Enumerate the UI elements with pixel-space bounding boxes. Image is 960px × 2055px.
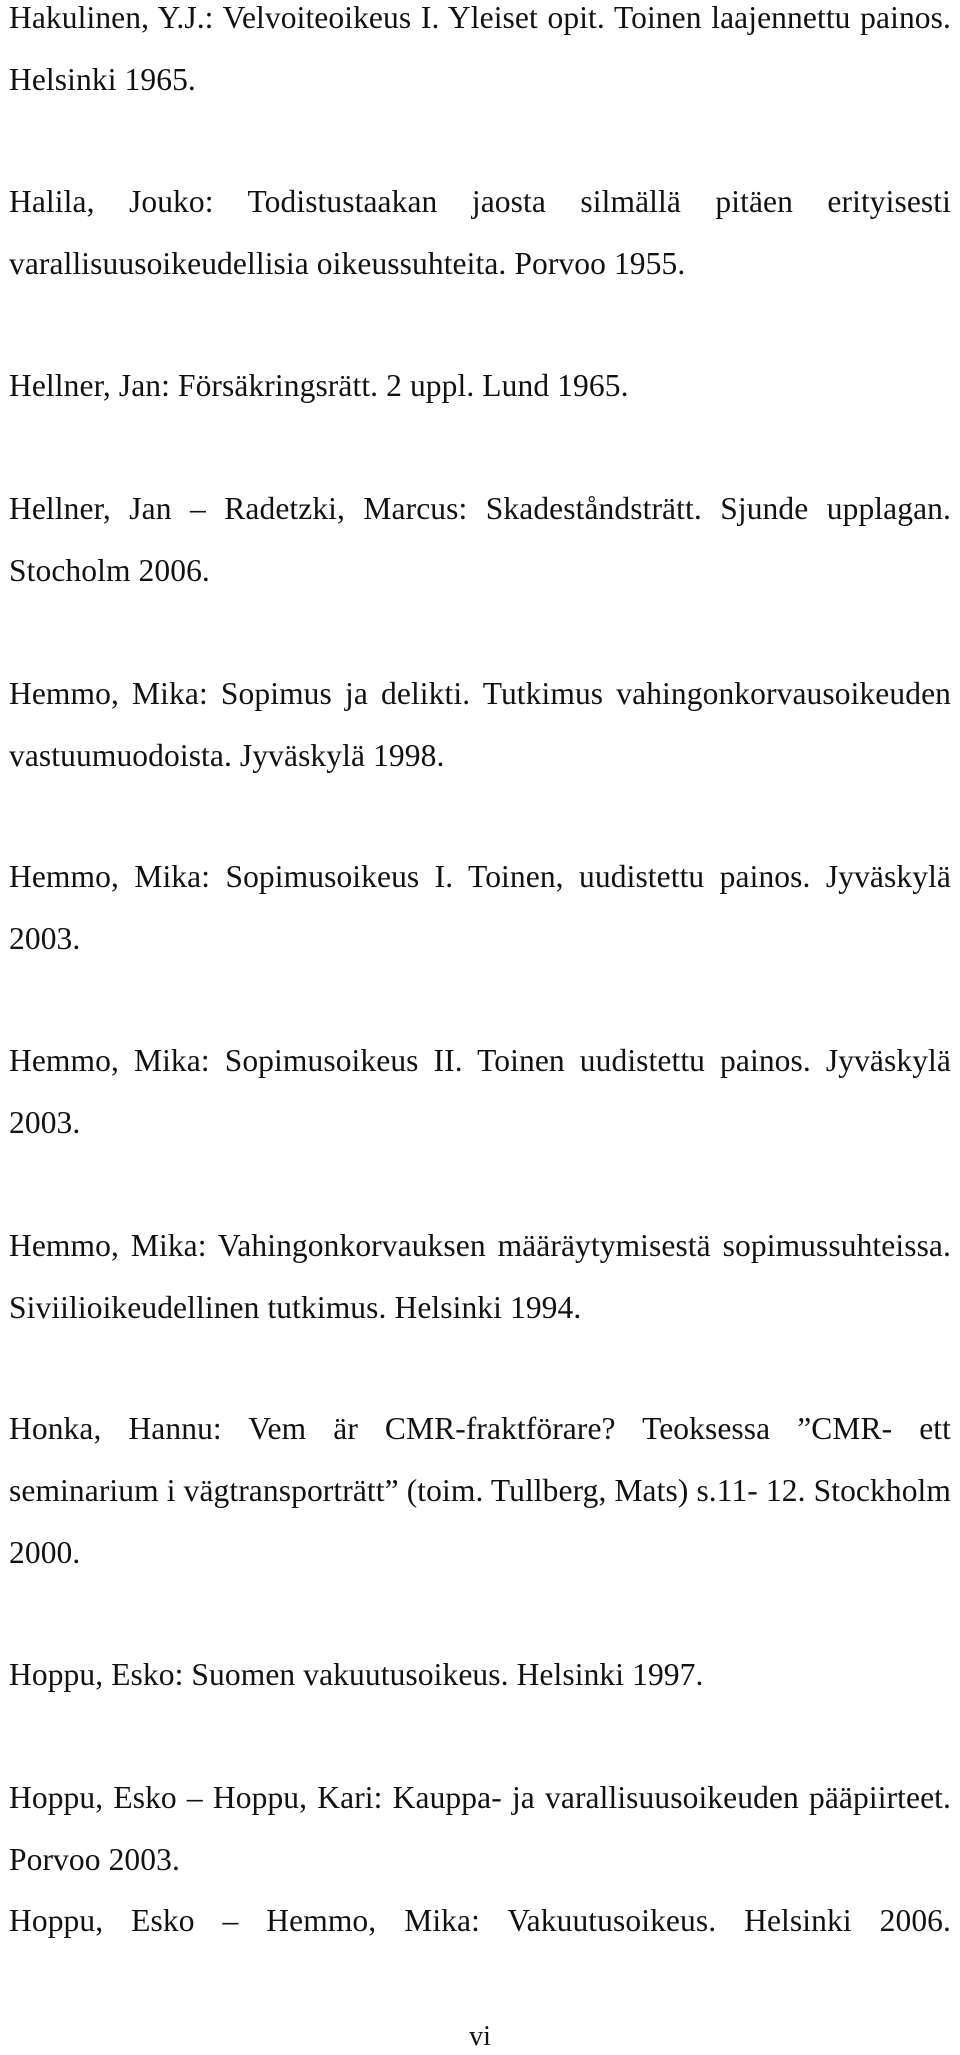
bibliography-entry-hemmo-vahingonkorvauksen: Hemmo, Mika: Vahingonkorvauksen määräytymisestä sopimussuhteissa. Siviilioikeudellinen tutkimus. Helsinki 1994. (9, 1228, 951, 1325)
bibliography-entry-honka-cmr: Honka, Hannu: Vem är CMR-fraktförare? Teoksessa ”CMR- ett seminarium i vägtransporträtt” (toim. Tullberg, Mats) s.11- 12. Stockholm 2000. (9, 1411, 951, 1570)
bibliography-entry-halila-todistustaakan: Halila, Jouko: Todistustaakan jaosta silmällä pitäen erityisesti varallisuusoikeudellisia oikeussuhteita. Porvoo 1955. (9, 184, 951, 281)
bibliography-entry-hakulinen-velvoiteoikeus: Hakulinen, Y.J.: Velvoiteoikeus I. Yleiset opit. Toinen laajennettu painos. Helsinki 1965. (9, 0, 951, 97)
bibliography-entry-hoppu-hoppu-kauppa: Hoppu, Esko – Hoppu, Kari: Kauppa- ja varallisuusoikeuden pääpiirteet. Porvoo 2003. (9, 1780, 951, 1877)
bibliography-entry-hellner-forsakringsratt: Hellner, Jan: Försäkringsrätt. 2 uppl. Lund 1965. (9, 368, 629, 403)
bibliography-entry-hemmo-sopimusoikeus-ii: Hemmo, Mika: Sopimusoikeus II. Toinen uudistettu painos. Jyväskylä 2003. (9, 1043, 951, 1140)
bibliography-entry-hoppu-hemmo-vakuutusoikeus: Hoppu, Esko – Hemmo, Mika: Vakuutusoikeus. Helsinki 2006. (9, 1903, 951, 1938)
bibliography-entry-hoppu-suomen-vakuutusoikeus: Hoppu, Esko: Suomen vakuutusoikeus. Helsinki 1997. (9, 1657, 704, 1692)
bibliography-entry-hellner-radetzki: Hellner, Jan – Radetzki, Marcus: Skadeståndsträtt. Sjunde upplagan. Stocholm 2006. (9, 491, 951, 588)
bibliography-entry-hemmo-sopimusoikeus-i: Hemmo, Mika: Sopimusoikeus I. Toinen, uudistettu painos. Jyväskylä 2003. (9, 859, 951, 956)
bibliography-entry-hemmo-sopimus-ja-delikti: Hemmo, Mika: Sopimus ja delikti. Tutkimus vahingonkorvausoikeuden vastuumuodoista. Jyväskylä 1998. (9, 676, 951, 773)
page-number: vi (469, 2021, 491, 2052)
